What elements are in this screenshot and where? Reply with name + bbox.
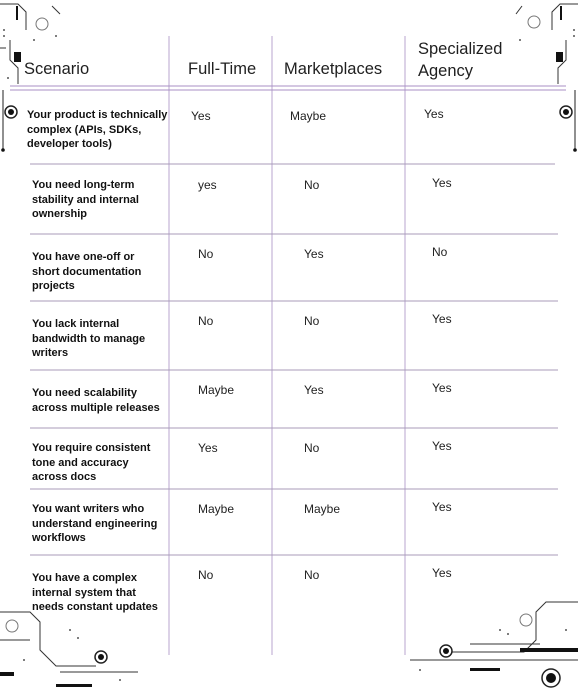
cell-specialized: Yes bbox=[432, 500, 452, 514]
cell-marketplaces: No bbox=[304, 178, 320, 192]
cell-specialized: Yes bbox=[432, 439, 452, 453]
table-grid bbox=[169, 36, 405, 655]
table-row-scenario: You need scalability across multiple releases bbox=[32, 387, 160, 414]
cell-specialized: No bbox=[432, 245, 448, 259]
cell-specialized: Yes bbox=[432, 566, 452, 580]
cell-marketplaces: Maybe bbox=[304, 502, 341, 516]
cell-specialized: Yes bbox=[432, 176, 452, 190]
table-row-scenario: You need long-term stability and internal ownership bbox=[32, 179, 139, 220]
cell-full-time: Maybe bbox=[198, 383, 235, 397]
cell-marketplaces: Maybe bbox=[290, 109, 327, 123]
header-marketplaces: Marketplaces bbox=[284, 60, 383, 78]
cell-full-time: Yes bbox=[191, 109, 211, 123]
cell-full-time: yes bbox=[198, 178, 217, 192]
cell-marketplaces: Yes bbox=[304, 247, 324, 261]
header-scenario: Scenario bbox=[24, 60, 90, 78]
table-row-scenario: You have one-off or short documentation projects bbox=[32, 251, 142, 292]
header-specialized-agency bbox=[418, 38, 502, 82]
cell-full-time: Yes bbox=[198, 441, 218, 455]
cell-specialized: Yes bbox=[432, 381, 452, 395]
cell-specialized: Yes bbox=[424, 107, 444, 121]
cell-marketplaces: No bbox=[304, 441, 320, 455]
cell-marketplaces: No bbox=[304, 314, 320, 328]
table-row-scenario: You have a complex internal system that needs constant updates bbox=[32, 572, 158, 613]
cell-full-time: No bbox=[198, 568, 214, 582]
cell-full-time: No bbox=[198, 314, 214, 328]
cell-full-time: No bbox=[198, 247, 214, 261]
table-row-scenario: You require consistent tone and accuracy across docs bbox=[32, 442, 151, 483]
cell-marketplaces: Yes bbox=[304, 383, 324, 397]
header-specialized-line2: Agency bbox=[418, 62, 474, 80]
table-row-scenario: You want writers who understand engineering workflows bbox=[32, 503, 158, 544]
cell-specialized: Yes bbox=[432, 312, 452, 326]
cell-full-time: Maybe bbox=[198, 502, 235, 516]
cell-marketplaces: No bbox=[304, 568, 320, 582]
header-specialized-line1: Specialized bbox=[418, 40, 503, 58]
table-row-scenario: You lack internal bandwidth to manage writers bbox=[32, 318, 146, 359]
table-row-scenario: Your product is technically complex (APIs, SDKs, developer tools) bbox=[27, 109, 168, 150]
header-full-time: Full-Time bbox=[188, 60, 257, 78]
